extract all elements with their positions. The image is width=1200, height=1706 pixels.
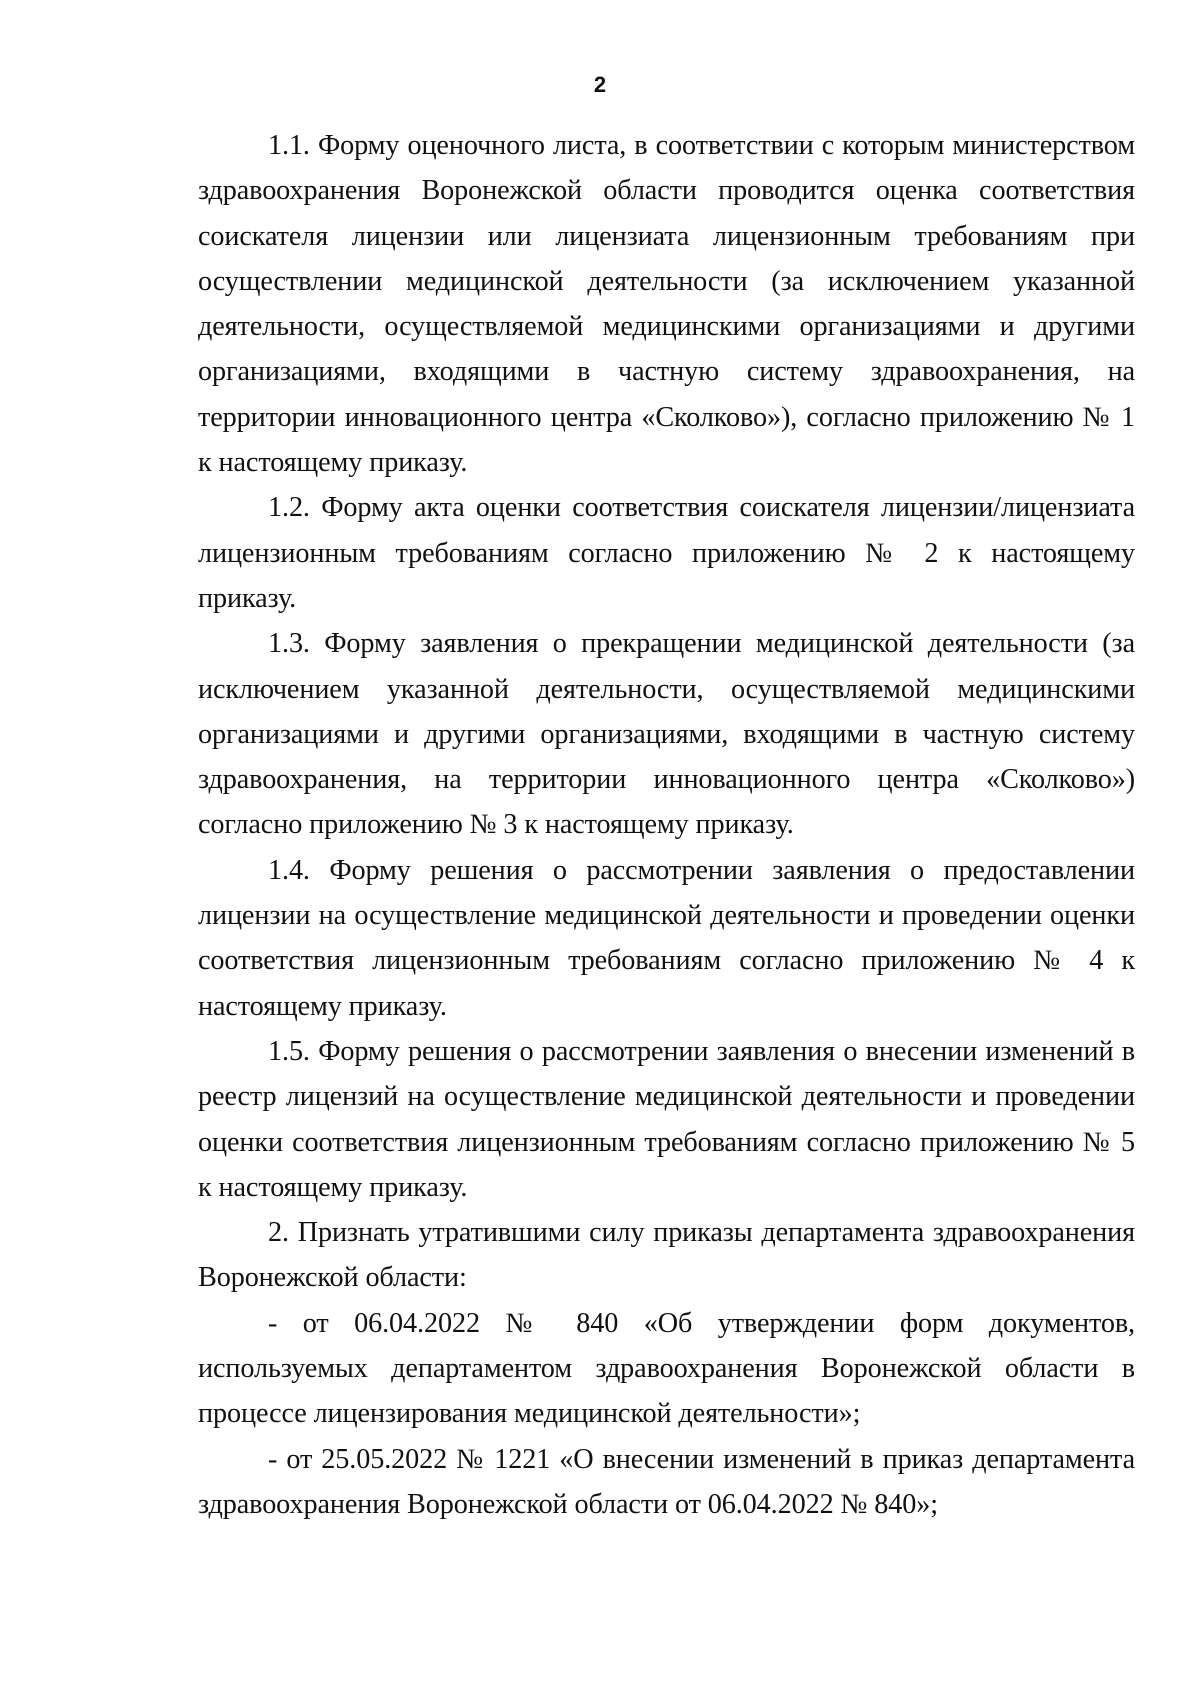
- paragraph-1-2: 1.2. Форму акта оценки соответствия соискателя лицензии/лицензиата лицензионным требованиям согласно приложению № 2 к настоящему приказу.: [198, 492, 1135, 614]
- list-item-order-1221: - от 25.05.2022 № 1221 «О внесении изменений в приказ департамента здравоохранения Воронежской области от 06.04.2022 № 840»;: [198, 1443, 1135, 1520]
- paragraph-1-4: 1.4. Форму решения о рассмотрении заявления о предоставлении лицензии на осуществление медицинской деятельности и проведении оценки соответствия лицензионным требованиям согласно приложению № 4 к настоящему приказу.: [198, 854, 1135, 1022]
- paragraph-2: 2. Признать утратившими силу приказы департамента здравоохранения Воронежской области:: [198, 1217, 1135, 1294]
- paragraph-1-1: 1.1. Форму оценочного листа, в соответствии с которым министерством здравоохранения Воронежской области проводится оценка соответствия соискателя лицензии или лицензиата лицензионным требованиям при осуществлении медицинской деятельности (за исключением указанной деятельности, осуществляемой медицинскими организациями и другими организациями, входящими в частную систему здравоохранения, на территории инновационного центра «Сколково»), согласно приложению № 1 к настоящему приказу.: [198, 130, 1135, 479]
- paragraph-1-3: 1.3. Форму заявления о прекращении медицинской деятельности (за исключением указанной деятельности, осуществляемой медицинскими организациями и другими организациями, входящими в частную систему здравоохранения, на территории инновационного центра «Сколково») согласно приложению № 3 к настоящему приказу.: [198, 628, 1135, 841]
- list-item-order-840: - от 06.04.2022 № 840 «Об утверждении форм документов, используемых департаментом здравоохранения Воронежской области в процессе лицензирования медицинской деятельности»;: [198, 1307, 1135, 1430]
- page-number: 2: [593, 72, 607, 97]
- document-body: [198, 123, 1135, 1527]
- paragraph-1-5: 1.5. Форму решения о рассмотрении заявления о внесении изменений в реестр лицензий на осуществление медицинской деятельности и проведении оценки соответствия лицензионным требованиям согласно приложению № 5 к настоящему приказу.: [198, 1035, 1135, 1203]
